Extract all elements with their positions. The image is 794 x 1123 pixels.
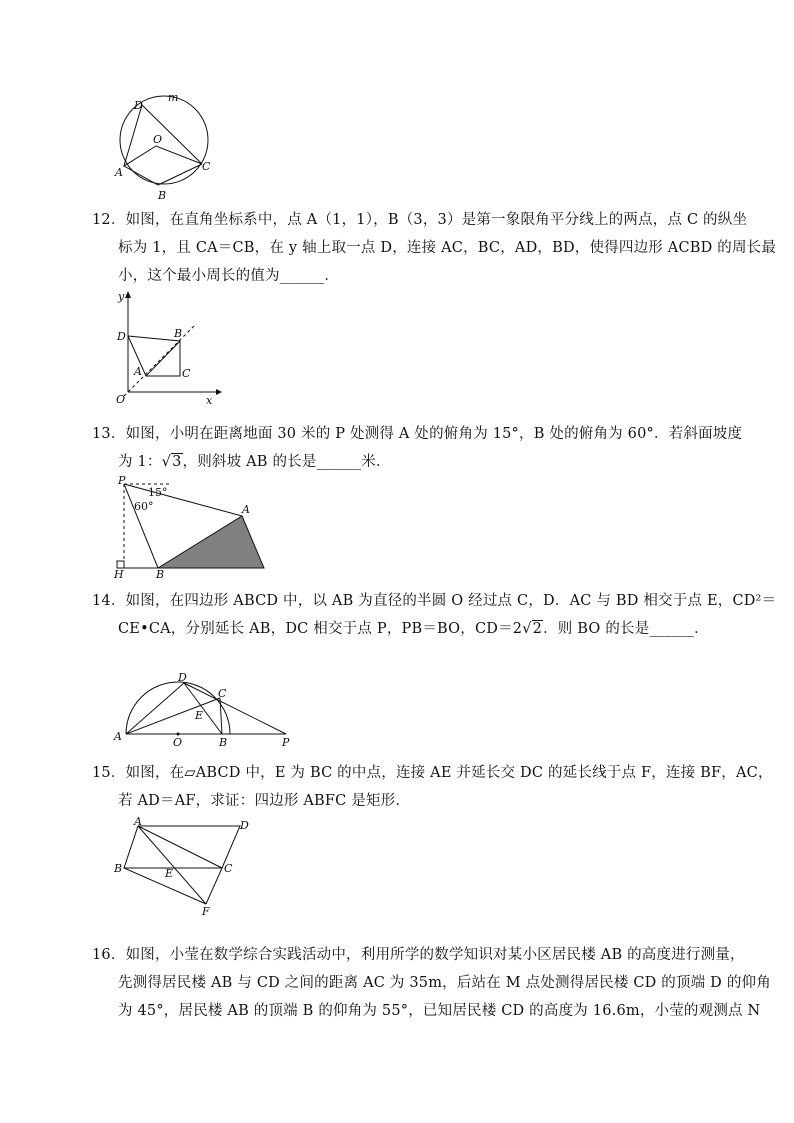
label-c: C: [182, 367, 191, 380]
q13-text-2b: ，则斜坡 AB 的长是______米．: [182, 454, 391, 470]
q16-line-2: 先测得居民楼 AB 与 CD 之间的距离 AC 为 35m，后站在 M 点处测得居民楼 CD 的顶端 D 的仰角: [118, 975, 771, 991]
label-c: C: [218, 687, 227, 700]
label-b: B: [156, 568, 165, 580]
circle-figure: [112, 92, 222, 202]
label-e: E: [165, 867, 174, 880]
q16-number: 16．: [92, 947, 126, 963]
label-x: x: [206, 394, 213, 407]
label-b: B: [174, 327, 183, 340]
label-e: E: [195, 709, 204, 722]
label-o: O: [116, 393, 126, 406]
label-d: D: [134, 99, 143, 112]
q13-text-2a: 为 1：: [118, 454, 162, 470]
label-c: C: [202, 160, 211, 173]
q15-number: 15．: [92, 765, 126, 781]
q13-sqrt: 3: [172, 454, 182, 470]
label-a: A: [114, 730, 122, 743]
q13-line-2: [118, 452, 391, 472]
label-a: A: [242, 503, 250, 516]
q15-line-1: [92, 763, 773, 783]
q14-text-2a: CE•CA，分别延长 AB，DC 相交于点 P，PB＝BO，CD＝2: [118, 621, 523, 637]
label-o: O: [153, 133, 163, 146]
q16-line-3: 为 45°，居民楼 AB 的顶端 B 的仰角为 55°，已知居民楼 CD 的高度为 16.6m，小莹的观测点 N: [118, 1003, 761, 1019]
slope-figure: [110, 476, 270, 580]
label-f: F: [202, 905, 210, 918]
q12-number: 12．: [92, 212, 126, 228]
label-60deg: 60°: [134, 500, 154, 513]
label-b: B: [219, 736, 228, 749]
sqrt-sign: √: [522, 621, 532, 637]
q16-text-1: 如图，小莹在数学综合实践活动中，利用所学的数学知识对某小区居民楼 AB 的高度进行测量，: [125, 947, 745, 963]
q12-line-1: [92, 210, 747, 230]
sqrt-sign: √: [161, 454, 172, 470]
q12-text-1: 如图，在直角坐标系中，点 A（1，1），B（3，3）是第一象限角平分线上的两点，点 C 的纵坐: [125, 212, 748, 228]
label-h: H: [114, 568, 124, 580]
q13-line-1: [92, 424, 742, 444]
label-d: D: [240, 819, 249, 832]
q14-text-2b: ．则 BO 的长是______．: [543, 621, 709, 637]
q14-line-1: [92, 591, 776, 611]
q15-text-1: 如图，在▱ABCD 中，E 为 BC 的中点，连接 AE 并延长交 DC 的延长线于点 F，连接 BF，AC，: [125, 765, 773, 781]
label-d: D: [178, 671, 187, 684]
q14-number: 14．: [92, 593, 126, 609]
label-m: m: [168, 92, 179, 104]
label-a: A: [134, 365, 142, 378]
parallelogram-figure: [110, 816, 260, 918]
label-a: A: [134, 816, 142, 828]
q15-line-2: 若 AD＝AF，求证：四边形 ABFC 是矩形．: [118, 793, 411, 809]
label-b: B: [114, 862, 123, 875]
coordinate-figure: [110, 288, 225, 408]
label-p: P: [282, 736, 290, 749]
q14-sqrt: 2: [532, 621, 543, 637]
label-d: D: [117, 330, 126, 343]
q12-line-3: 小，这个最小周长的值为______．: [118, 268, 340, 284]
label-c: C: [224, 862, 233, 875]
label-15deg: 15°: [148, 486, 168, 499]
q16-line-1: [92, 945, 745, 965]
q12-line-2: 标为 1，且 CA＝CB，在 y 轴上取一点 D，连接 AC，BC，AD，BD，使得四边形 ACBD 的周长最: [118, 240, 777, 256]
label-a: A: [115, 166, 123, 179]
q14-text-1: 如图，在四边形 ABCD 中，以 AB 为直径的半圆 O 经过点 C，D．AC 与 BD 相交于点 E，CD²＝: [125, 593, 777, 609]
label-b: B: [158, 189, 167, 202]
label-y: y: [118, 290, 125, 303]
semicircle-figure: [110, 666, 300, 752]
q13-text-1: 如图，小明在距离地面 30 米的 P 处测得 A 处的俯角为 15°，B 处的俯角为 60°．若斜面坡度: [125, 426, 743, 442]
q14-line-2: [118, 619, 709, 639]
label-p: P: [118, 476, 126, 487]
q13-number: 13．: [92, 426, 126, 442]
label-o: O: [173, 736, 183, 749]
